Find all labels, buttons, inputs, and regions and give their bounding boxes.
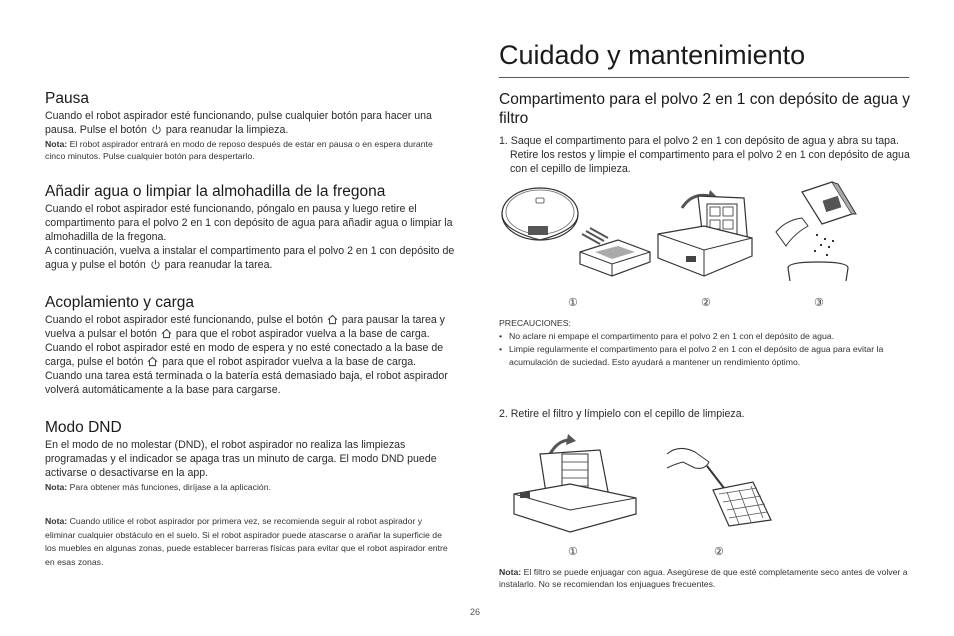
illustration-empty-trash [768, 180, 878, 281]
step2-marker-1: ① [568, 546, 578, 558]
agua-text-2: A continuación, vuelva a instalar el compartimento para el polvo 2 en 1 con depósito de agua y pulse el botón para reanudar la tarea. [45, 245, 455, 271]
step1-marker-1: ① [568, 297, 578, 309]
heading-dnd: Modo DND [45, 419, 122, 436]
power-icon [151, 124, 162, 135]
precaution-item: • Limpie regularmente el compartimento para el polvo 2 en 1 con el depósito de agua para evitar la acumulación de suciedad. Esto ayudará a mantener un rendimiento óptimo. [499, 343, 911, 369]
precautions-list [499, 330, 911, 369]
right-final-note: Nota: El filtro se puede enjuagar con agua. Asegúrese de que esté completamente seco antes de volver a instalarlo. No se recomiendan los enjuagues frecuentes. [499, 567, 908, 589]
pausa-note: Nota: El robot aspirador entrará en modo de reposo después de estar en pausa o en espera durante cinco minutos. Pulse cualquier botón para despertarlo. [45, 139, 433, 161]
carga-text-1: Cuando el robot aspirador esté funcionando, pulse el botón para pausar la tarea y vuelva a pulsar el botón para que el robot aspirador vuelva a la base de carga. [45, 314, 445, 340]
step2-marker-2: ② [714, 546, 724, 558]
title-rule [499, 77, 909, 78]
dnd-note: Nota: Para obtener más funciones, diríjase a la aplicación. [45, 482, 271, 492]
power-icon [150, 259, 161, 270]
heading-carga: Acoplamiento y carga [45, 294, 195, 311]
home-icon [147, 356, 158, 367]
section-heading: Compartimento para el polvo 2 en 1 con depósito de agua y filtro [499, 91, 911, 127]
page-title: Cuidado y mantenimiento [499, 40, 806, 70]
precaution-item: • No aclare ni empape el compartimento para el polvo 2 en 1 con el depósito de agua. [499, 330, 911, 343]
step1-marker-3: ③ [814, 297, 824, 309]
left-final-note: Nota: Cuando utilice el robot aspirador por primera vez, se recomienda seguir al robot aspirador y eliminar cualquier obstáculo en el suelo. Si el robot aspirador puede atascarse o arañar la superficie de los muebles en algunas zonas, puede establecer barreras físicas para evitar que el robot aspirador entre en esas zonas. [45, 516, 448, 567]
home-icon [161, 328, 172, 339]
illustration-open-lid [652, 186, 760, 281]
page-number: 26 [470, 607, 481, 617]
heading-agua: Añadir agua o limpiar la almohadilla de la fregona [45, 183, 386, 200]
illustration-brush-filter [665, 440, 780, 528]
left-column [45, 90, 455, 569]
step1-marker-2: ② [701, 297, 711, 309]
agua-text-1: Cuando el robot aspirador esté funcionando, póngalo en pausa y luego retire el compartimento para el polvo 2 en 1 con depósito de agua para añadir agua o limpiar la almohadilla de la fregona. [45, 203, 453, 243]
step-2-text: 2. Retire el filtro y límpielo con el cepillo de limpieza. [499, 408, 745, 420]
precautions [499, 317, 911, 369]
illustration-remove-filter [510, 432, 640, 534]
precautions-heading: PRECAUCIONES: [499, 318, 571, 328]
illustration-remove-dustbin [500, 186, 660, 281]
home-icon [327, 314, 338, 325]
pausa-text: Cuando el robot aspirador esté funcionando, pulse cualquier botón para hacer una pausa. Pulse el botón para reanudar la limpieza. [45, 110, 432, 136]
heading-pausa: Pausa [45, 90, 89, 107]
dnd-text: En el modo de no molestar (DND), el robot aspirador no realiza las limpiezas programadas y el indicador se apaga tras un minuto de carga. El modo DND puede activarse o desactivarse en la app. [45, 439, 437, 479]
step-1-text: 1. Saque el compartimento para el polvo 2 en 1 con depósito de agua y abra su tapa. Retire los restos y limpie el compartimento para el polvo 2 en 1 con depósito de agua con el cepillo de limpieza. [499, 135, 910, 175]
carga-text-2: Cuando el robot aspirador esté en modo de espera y no esté conectado a la base de carga, pulse el botón para que el robot aspirador vuelva a la base de carga. Cuando una tarea está terminada o la batería está demasiado baja, el robot aspirador volverá automáticamente a la base para cargarse. [45, 342, 448, 396]
